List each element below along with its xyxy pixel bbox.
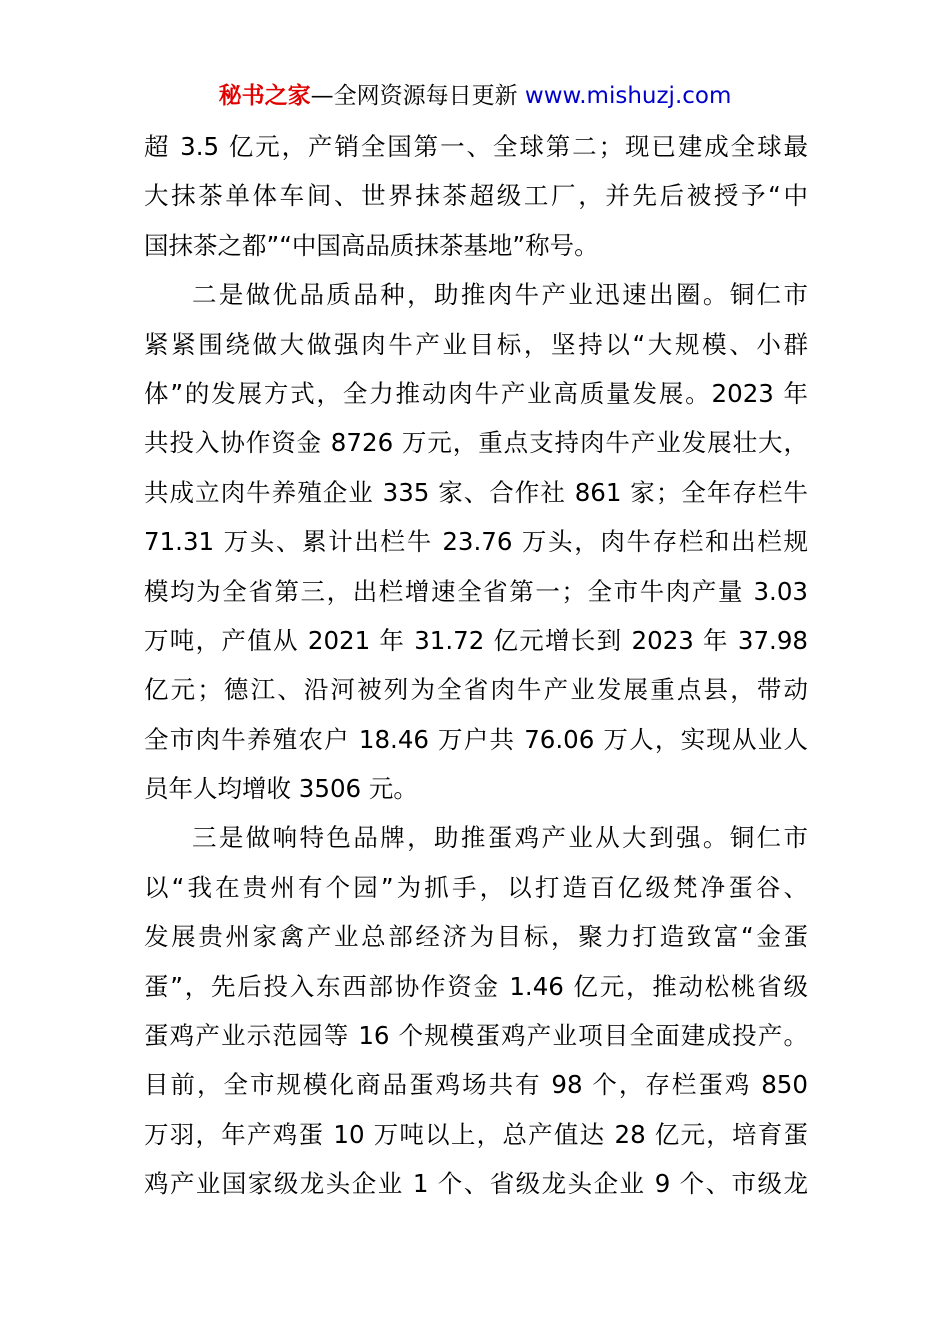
text-line: 二是做优品质品种，助推肉牛产业迅速出圈。铜仁市 [192,280,808,310]
text-line: 三是做响特色品牌，助推蛋鸡产业从大到强。铜仁市 [192,823,808,853]
text-line: 员年人均增收 3506 元。 [144,774,418,804]
text-line: 模均为全省第三，出栏增速全省第一；全市牛肉产量 3.03 [144,576,808,606]
document-body [144,122,808,1209]
site-header [0,80,950,112]
text-line: 蛋鸡产业示范园等 16 个规模蛋鸡产业项目全面建成投产。 [144,1021,808,1051]
text-line: 71.31 万头、累计出栏牛 23.76 万头，肉牛存栏和出栏规 [144,527,808,557]
text-line: 鸡产业国家级龙头企业 1 个、省级龙头企业 9 个、市级龙 [144,1169,808,1199]
text-line: 亿元；德江、沿河被列为全省肉牛产业发展重点县，带动 [144,675,808,705]
text-line: 发展贵州家禽产业总部经济为目标，聚力打造致富“金蛋 [144,922,808,952]
text-line: 蛋”，先后投入东西部协作资金 1.46 亿元，推动松桃省级 [144,971,808,1001]
text-line: 国抹茶之都”“中国高品质抹茶基地”称号。 [144,230,599,260]
brand-name: 秘书之家 [218,83,311,109]
text-line: 共成立肉牛养殖企业 335 家、合作社 861 家；全年存栏牛 [144,477,808,507]
site-url-link[interactable]: www.mishuzj.com [524,83,732,109]
text-line: 大抹茶单体车间、世界抹茶超级工厂，并先后被授予“中 [144,181,808,211]
text-line: 超 3.5 亿元，产销全国第一、全球第二；现已建成全球最 [144,132,808,161]
text-line: 共投入协作资金 8726 万元，重点支持肉牛产业发展壮大， [144,428,808,458]
text-line: 目前，全市规模化商品蛋鸡场共有 98 个，存栏蛋鸡 850 [144,1070,808,1100]
text-line: 体”的发展方式，全力推动肉牛产业高质量发展。2023 年 [144,378,808,408]
text-line: 以“我在贵州有个园”为抓手，以打造百亿级梵净蛋谷、 [144,872,808,902]
text-line: 紧紧围绕做大做强肉牛产业目标，坚持以“大规模、小群 [144,329,808,359]
text-line: 万吨，产值从 2021 年 31.72 亿元增长到 2023 年 37.98 [144,625,808,655]
text-line: 万羽，年产鸡蛋 10 万吨以上，总产值达 28 亿元，培育蛋 [144,1119,808,1149]
header-tagline: —全网资源每日更新 [310,83,518,109]
text-line: 全市肉牛养殖农户 18.46 万户共 76.06 万人，实现从业人 [144,724,808,754]
